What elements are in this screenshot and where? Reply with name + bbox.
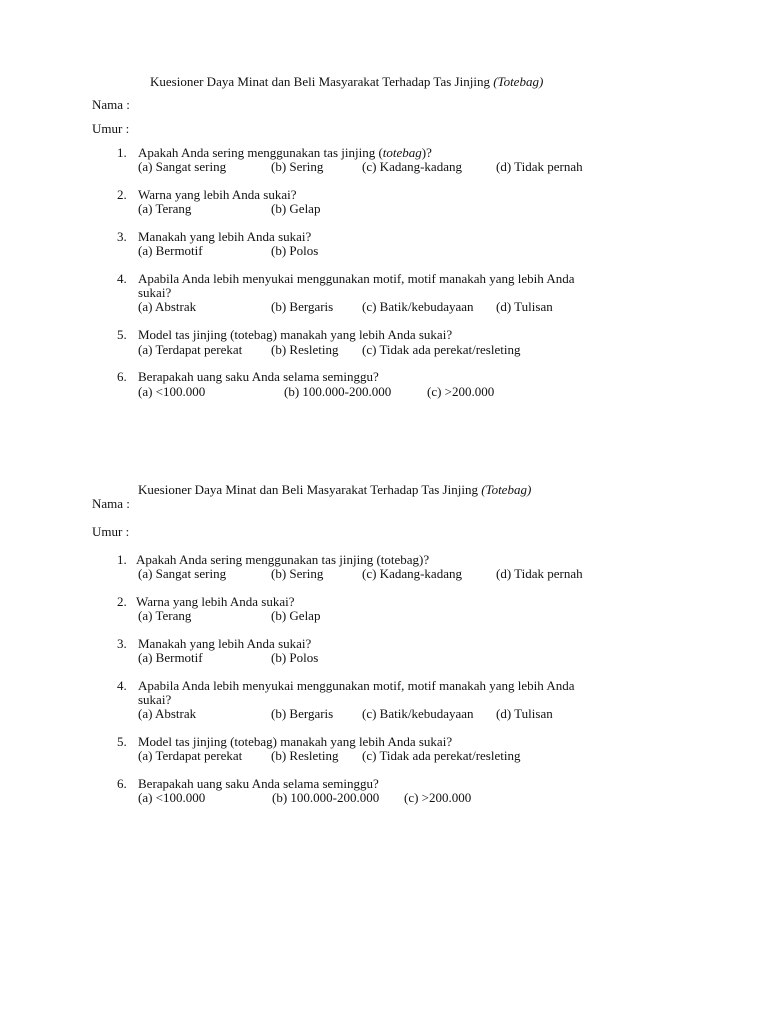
form1-q4-text-line1: Apabila Anda lebih menyukai menggunakan motif, motif manakah yang lebih Anda [138,271,575,286]
form1-q3-text: Manakah yang lebih Anda sukai? [138,229,312,244]
form1-q1-option-d: (d) Tidak pernah [496,159,583,174]
form2-q4-number: 4. [117,678,127,693]
form1-q2-option-b: (b) Gelap [271,201,321,216]
form2-q5-number: 5. [117,734,127,749]
form2-q1-option-b: (b) Sering [271,566,324,581]
form2-q3-number: 3. [117,636,127,651]
form1-q5-option-b: (b) Resleting [271,342,339,357]
form1-q5-text: Model tas jinjing (totebag) manakah yang lebih Anda sukai? [138,327,453,342]
form1-q3-number: 3. [117,229,127,244]
form1-q4-option-c: (c) Batik/kebudayaan [362,299,474,314]
form2-q2-option-a: (a) Terang [138,608,192,623]
form2-q6-text: Berapakah uang saku Anda selama seminggu? [138,776,379,791]
form2-q6-option-a: (a) <100.000 [138,790,206,805]
form1-q2-option-a: (a) Terang [138,201,192,216]
form1-q6-option-c: (c) >200.000 [427,384,495,399]
form1-q1-text-pre: Apakah Anda sering menggunakan tas jinjing ( [138,145,383,160]
form2-q1-text: Apakah Anda sering menggunakan tas jinjing (totebag)? [136,552,430,567]
form2-q4-option-a: (a) Abstrak [138,706,197,721]
form1-q6-text: Berapakah uang saku Anda selama seminggu? [138,369,379,384]
form2-q4-option-b: (b) Bergaris [271,706,334,721]
form2-nama-label: Nama : [92,496,130,511]
form1-q1-text-italic: totebag [382,145,422,160]
form2-q6-option-b: (b) 100.000-200.000 [272,790,380,805]
form1-q6-number: 6. [117,369,127,384]
form2-q5-option-b: (b) Resleting [271,748,339,763]
form2-q2-text: Warna yang lebih Anda sukai? [136,594,295,609]
form1-q1-number: 1. [117,145,127,160]
form1-q5-option-c: (c) Tidak ada perekat/resleting [362,342,521,357]
form2-q6-number: 6. [117,776,127,791]
form1-q2-number: 2. [117,187,127,202]
form1-q4-option-b: (b) Bergaris [271,299,334,314]
form2-q3-option-a: (a) Bermotif [138,650,203,665]
form1-q4-option-d: (d) Tulisan [496,299,553,314]
form2-title [138,482,531,497]
form1-umur-label: Umur : [92,121,130,136]
form1-q6-option-a: (a) <100.000 [138,384,206,399]
form2-q5-text: Model tas jinjing (totebag) manakah yang lebih Anda sukai? [138,734,453,749]
form2-q6-option-c: (c) >200.000 [404,790,472,805]
form1-title [150,74,543,89]
form1-q4-number: 4. [117,271,127,286]
form2-q4-option-d: (d) Tulisan [496,706,553,721]
form1-q5-option-a: (a) Terdapat perekat [138,342,243,357]
form2-q4-text-line2: sukai? [138,692,172,707]
form1-q4-option-a: (a) Abstrak [138,299,197,314]
form2-title-italic: (Totebag) [481,482,532,497]
form1-title-main: Kuesioner Daya Minat dan Beli Masyarakat Terhadap Tas Jinjing [150,74,490,89]
form1-nama-label: Nama : [92,97,130,112]
form1-q2-text: Warna yang lebih Anda sukai? [138,187,297,202]
form1-q1-text [138,145,432,160]
form1-title-italic: (Totebag) [493,74,544,89]
form1-q1-option-a: (a) Sangat sering [138,159,227,174]
form1-q3-option-b: (b) Polos [271,243,319,258]
form2-q1-option-a: (a) Sangat sering [138,566,227,581]
form2-q5-option-a: (a) Terdapat perekat [138,748,243,763]
form1-q5-number: 5. [117,327,127,342]
form2-q1-number: 1. [117,552,127,567]
form1-q4-text-line2: sukai? [138,285,172,300]
form2-umur-label: Umur : [92,524,130,539]
form2-title-main: Kuesioner Daya Minat dan Beli Masyarakat Terhadap Tas Jinjing [138,482,478,497]
form1-q1-option-c: (c) Kadang-kadang [362,159,462,174]
form2-q3-text: Manakah yang lebih Anda sukai? [138,636,312,651]
form2-q1-option-c: (c) Kadang-kadang [362,566,462,581]
form2-q4-option-c: (c) Batik/kebudayaan [362,706,474,721]
form2-q1-option-d: (d) Tidak pernah [496,566,583,581]
form2-q5-option-c: (c) Tidak ada perekat/resleting [362,748,521,763]
form1-q1-text-post: )? [421,145,432,160]
form2-q2-number: 2. [117,594,127,609]
form2-q4-text-line1: Apabila Anda lebih menyukai menggunakan motif, motif manakah yang lebih Anda [138,678,575,693]
form1-q6-option-b: (b) 100.000-200.000 [284,384,392,399]
form1-q3-option-a: (a) Bermotif [138,243,203,258]
form2-q2-option-b: (b) Gelap [271,608,321,623]
form2-q3-option-b: (b) Polos [271,650,319,665]
form1-q1-option-b: (b) Sering [271,159,324,174]
